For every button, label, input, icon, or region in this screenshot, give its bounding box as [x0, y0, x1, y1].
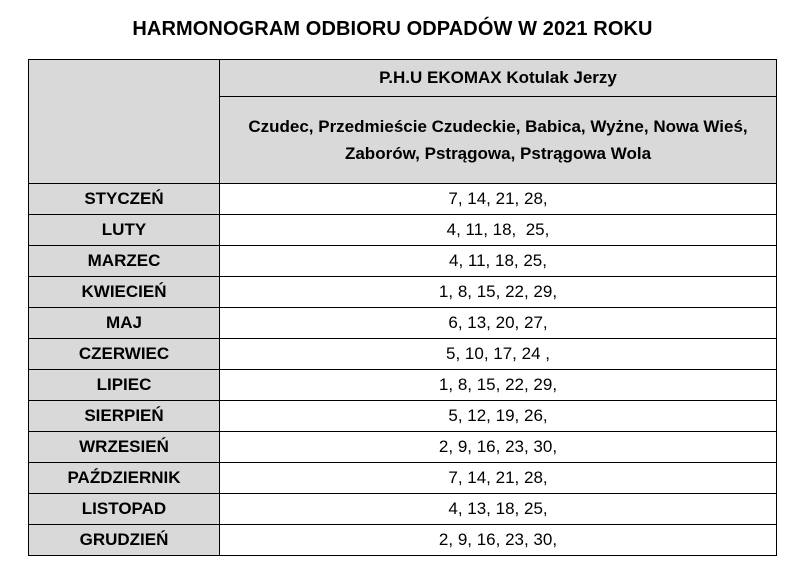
table-row — [29, 277, 777, 308]
month-cell: SIERPIEŃ — [29, 401, 220, 432]
dates-cell: 5, 12, 19, 26, — [220, 401, 777, 432]
month-cell: WRZESIEŃ — [29, 432, 220, 463]
table-row — [29, 401, 777, 432]
dates-cell: 5, 10, 17, 24 , — [220, 339, 777, 370]
month-cell: LIPIEC — [29, 370, 220, 401]
dates-cell: 4, 11, 18, 25, — [220, 215, 777, 246]
dates-cell: 7, 14, 21, 28, — [220, 184, 777, 215]
month-cell: GRUDZIEŃ — [29, 525, 220, 556]
dates-cell: 6, 13, 20, 27, — [220, 308, 777, 339]
schedule-table — [28, 59, 777, 556]
table-row — [29, 463, 777, 494]
month-cell: MAJ — [29, 308, 220, 339]
table-row — [29, 215, 777, 246]
table-row — [29, 370, 777, 401]
month-cell: KWIECIEŃ — [29, 277, 220, 308]
company-name: P.H.U EKOMAX Kotulak Jerzy — [220, 60, 777, 97]
dates-cell: 7, 14, 21, 28, — [220, 463, 777, 494]
header-corner-cell — [29, 60, 220, 184]
dates-cell: 1, 8, 15, 22, 29, — [220, 370, 777, 401]
table-row — [29, 184, 777, 215]
table-row — [29, 494, 777, 525]
dates-cell: 4, 13, 18, 25, — [220, 494, 777, 525]
table-row — [29, 339, 777, 370]
table-row — [29, 432, 777, 463]
table-row — [29, 308, 777, 339]
dates-cell: 2, 9, 16, 23, 30, — [220, 525, 777, 556]
month-cell: MARZEC — [29, 246, 220, 277]
month-cell: PAŹDZIERNIK — [29, 463, 220, 494]
table-row — [29, 525, 777, 556]
header-row-company — [29, 60, 777, 97]
page-title: HARMONOGRAM ODBIORU ODPADÓW W 2021 ROKU — [132, 18, 653, 40]
dates-cell: 4, 11, 18, 25, — [220, 246, 777, 277]
month-cell: CZERWIEC — [29, 339, 220, 370]
table-row — [29, 246, 777, 277]
month-cell: LISTOPAD — [29, 494, 220, 525]
month-cell: LUTY — [29, 215, 220, 246]
service-area: Czudec, Przedmieście Czudeckie, Babica, Wyżne, Nowa Wieś, Zaborów, Pstrągowa, Pstrągowa Wola — [220, 97, 777, 184]
dates-cell: 1, 8, 15, 22, 29, — [220, 277, 777, 308]
month-cell: STYCZEŃ — [29, 184, 220, 215]
dates-cell: 2, 9, 16, 23, 30, — [220, 432, 777, 463]
